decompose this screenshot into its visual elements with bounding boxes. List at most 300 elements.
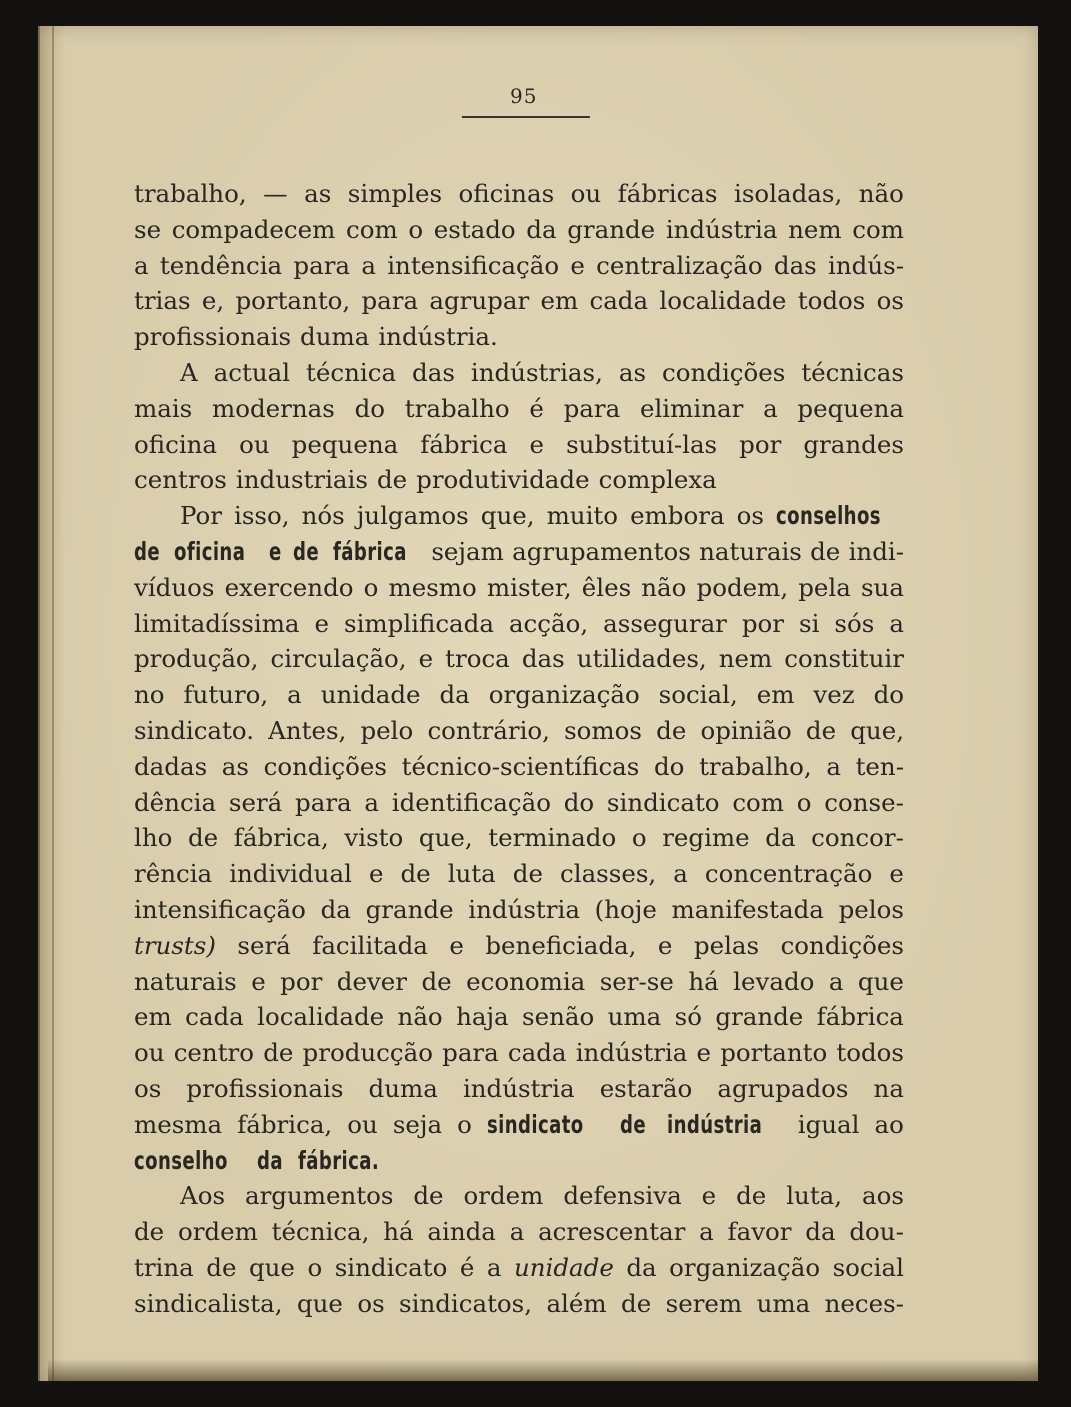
word: utilidades, xyxy=(576,644,707,674)
word: de xyxy=(512,859,543,889)
word: sua xyxy=(860,572,904,602)
word: o xyxy=(796,787,812,817)
word: cada xyxy=(589,286,649,316)
word: uma xyxy=(607,1002,662,1032)
word: de xyxy=(805,715,837,745)
word: opinião xyxy=(700,715,792,745)
word: a xyxy=(828,966,844,996)
word: centro xyxy=(173,1038,255,1068)
word: pequena xyxy=(797,393,904,423)
word: com xyxy=(345,214,398,244)
text-line xyxy=(134,212,904,248)
word: por xyxy=(280,966,323,996)
word: e xyxy=(529,429,545,459)
word: de xyxy=(134,536,161,566)
word: das xyxy=(521,644,565,674)
word: mesmo xyxy=(388,572,477,602)
word: profissionais xyxy=(186,1073,344,1103)
word: contrário, xyxy=(427,715,550,745)
word: compadecem xyxy=(171,214,336,244)
word: da xyxy=(320,894,351,924)
word: economia xyxy=(466,966,586,996)
word: se xyxy=(134,214,162,244)
word: unidade xyxy=(320,680,421,710)
word: e xyxy=(368,859,384,889)
word: de xyxy=(413,1181,444,1211)
word: regime xyxy=(662,823,750,853)
word: condições xyxy=(662,357,786,387)
text-line xyxy=(134,570,904,606)
word: de xyxy=(400,859,431,889)
word: que xyxy=(296,1288,343,1318)
word: sindicato xyxy=(334,1252,448,1282)
word: — xyxy=(263,179,288,208)
word: centros xyxy=(134,465,227,495)
word: neces- xyxy=(824,1288,904,1318)
word: social xyxy=(832,1252,904,1282)
word: de xyxy=(736,1181,767,1211)
word: dadas xyxy=(134,751,208,781)
word: haja xyxy=(456,1002,509,1032)
word: luta xyxy=(447,859,496,889)
word: de xyxy=(656,715,687,745)
word: da xyxy=(439,680,470,710)
word: fábrica xyxy=(332,536,407,566)
word: de xyxy=(621,1288,652,1318)
word: o xyxy=(363,572,379,602)
word: as xyxy=(304,179,332,208)
word: mesma xyxy=(134,1109,223,1139)
text-line xyxy=(134,1286,904,1322)
word: unidade xyxy=(513,1252,614,1282)
word: substituí-las xyxy=(566,429,718,459)
word: individual xyxy=(229,859,352,889)
word: da xyxy=(626,1252,657,1282)
word: em xyxy=(134,1002,172,1032)
text-line xyxy=(134,999,904,1035)
word: organização xyxy=(669,1252,821,1282)
word: sindicatos, xyxy=(399,1288,533,1318)
word: eliminar xyxy=(639,393,744,423)
text-line xyxy=(134,1178,904,1214)
word: da xyxy=(765,823,796,853)
word: o xyxy=(307,1252,323,1282)
word: facilitada xyxy=(312,930,428,960)
word: não xyxy=(858,179,904,208)
word: a xyxy=(364,787,379,817)
word: localidade xyxy=(659,286,787,316)
word: indústria xyxy=(665,214,778,244)
text-line xyxy=(134,820,904,856)
word: êles xyxy=(581,572,632,602)
word: de xyxy=(134,1217,165,1247)
word: em xyxy=(756,680,795,710)
word: sindicato xyxy=(606,787,720,817)
word: circulação, xyxy=(270,644,407,674)
word: na xyxy=(873,1073,904,1103)
word: o xyxy=(457,1109,472,1139)
word: trabalho xyxy=(404,393,510,423)
word: oficina xyxy=(174,536,246,566)
word: ser-se xyxy=(599,966,674,996)
word: da xyxy=(805,1217,836,1247)
word: e xyxy=(269,536,282,566)
word: podem, xyxy=(696,572,789,602)
word: tendência xyxy=(159,250,283,280)
text-line xyxy=(134,964,904,1000)
word: fábrica xyxy=(420,429,508,459)
word: para xyxy=(293,250,351,280)
word: não xyxy=(397,1002,443,1032)
word: nós xyxy=(301,501,345,531)
text-line xyxy=(134,785,904,821)
word: para xyxy=(442,1038,499,1068)
word: igual xyxy=(797,1109,860,1139)
word: que, xyxy=(480,501,535,531)
word: A xyxy=(180,357,198,387)
word: que xyxy=(857,966,904,996)
word: levado xyxy=(733,966,815,996)
text-line xyxy=(134,928,904,964)
word: os xyxy=(134,1073,162,1103)
word: defensiva xyxy=(563,1181,682,1211)
word: os xyxy=(357,1288,385,1318)
text-line xyxy=(134,749,904,785)
word: sejam xyxy=(431,536,504,566)
word: e xyxy=(889,859,904,889)
word: grandes xyxy=(803,429,904,459)
word: somos xyxy=(564,715,642,745)
word: trina xyxy=(134,1252,194,1282)
word: ao xyxy=(874,1109,904,1139)
word: todos xyxy=(797,286,866,316)
word: ainda xyxy=(427,1217,496,1247)
word: a xyxy=(486,1252,502,1282)
text-line xyxy=(134,677,904,713)
word: oficina xyxy=(134,429,218,459)
word: e xyxy=(696,1038,712,1068)
word: ou xyxy=(239,429,270,459)
word: pelo xyxy=(360,715,414,745)
word: sós xyxy=(834,608,875,638)
word: para xyxy=(295,787,352,817)
word: fábrica xyxy=(816,1002,904,1032)
word: conselho xyxy=(134,1145,228,1175)
word: conse- xyxy=(824,787,904,817)
word: organização xyxy=(488,680,640,710)
word: as xyxy=(221,751,249,781)
word: a xyxy=(509,1217,525,1247)
word: a xyxy=(763,393,778,423)
word: cada xyxy=(185,1002,244,1032)
text-line xyxy=(134,427,904,463)
word: manifestada xyxy=(671,894,824,924)
text-line xyxy=(134,1035,904,1071)
word: além xyxy=(546,1288,607,1318)
word: do xyxy=(654,751,685,781)
word: terminado xyxy=(488,823,617,853)
word: dência xyxy=(134,787,217,817)
word: das xyxy=(773,250,817,280)
page-number: 95 xyxy=(510,84,538,108)
word: producção xyxy=(302,1038,433,1068)
word: fábrica, xyxy=(233,823,329,853)
word: indústrias, xyxy=(470,357,603,387)
text-line xyxy=(134,1071,904,1107)
word: naturais xyxy=(134,966,237,996)
word: pela xyxy=(798,572,851,602)
word: a xyxy=(699,1217,714,1247)
book-page xyxy=(38,26,1038,1381)
word: ou xyxy=(570,179,602,208)
word: portanto, xyxy=(235,286,351,316)
word: intensificação xyxy=(387,250,560,280)
word: com xyxy=(852,214,904,244)
text-line xyxy=(134,856,904,892)
word: e xyxy=(570,250,585,280)
text-line xyxy=(134,462,904,498)
word: seja xyxy=(392,1109,443,1139)
word: simplificada xyxy=(344,608,494,638)
word: fábrica, xyxy=(237,1109,333,1139)
word: de xyxy=(619,1109,646,1139)
word: produtividade xyxy=(416,465,590,495)
word: trabalho, xyxy=(699,751,812,781)
text-line xyxy=(134,248,904,284)
text-line xyxy=(134,606,904,642)
word: por xyxy=(741,608,785,638)
header-rule xyxy=(462,116,590,118)
word: rência xyxy=(134,859,213,889)
word: e xyxy=(418,644,434,674)
word: duma xyxy=(300,322,370,352)
word: intensificação xyxy=(134,894,306,924)
word: duma xyxy=(368,1073,438,1103)
word: será xyxy=(228,787,283,817)
word: para xyxy=(563,393,621,423)
word: o xyxy=(408,214,424,244)
word: argumentos xyxy=(244,1181,394,1211)
word: limitadíssima xyxy=(134,608,300,638)
word: trusts) xyxy=(134,930,216,960)
word: técnica, xyxy=(271,1217,370,1247)
word: do xyxy=(354,393,386,423)
word: e xyxy=(251,966,266,996)
word: do xyxy=(563,787,595,817)
word: ordem xyxy=(463,1181,544,1211)
word: nem xyxy=(788,214,842,244)
word: constituir xyxy=(784,644,904,674)
text-line xyxy=(134,892,904,928)
word: industriais xyxy=(235,465,368,495)
word: nem xyxy=(718,644,773,674)
text-line xyxy=(134,498,904,534)
word: social, xyxy=(658,680,738,710)
word: indústria xyxy=(666,1109,762,1139)
word: uma xyxy=(756,1288,811,1318)
word: indi- xyxy=(848,536,904,566)
word: só xyxy=(674,1002,702,1032)
text-line xyxy=(134,641,904,677)
word: concor- xyxy=(811,823,904,853)
word: há xyxy=(383,1217,414,1247)
word: por xyxy=(739,429,782,459)
word: será xyxy=(237,930,291,960)
text-line xyxy=(134,1107,904,1143)
word: luta, xyxy=(786,1181,843,1211)
word: com xyxy=(732,787,785,817)
word: conselhos xyxy=(775,501,881,531)
word: da xyxy=(526,214,557,244)
word: portanto xyxy=(720,1038,828,1068)
word: é xyxy=(529,393,544,423)
word: e xyxy=(449,930,464,960)
word: víduos xyxy=(134,572,215,602)
word: troca xyxy=(445,644,510,674)
word: actual xyxy=(213,357,291,387)
word: naturais xyxy=(699,536,802,566)
text-line xyxy=(134,319,904,355)
word: agrupar xyxy=(429,286,530,316)
word: indústria xyxy=(462,1073,575,1103)
text-line xyxy=(134,1143,904,1179)
word: condições xyxy=(263,751,387,781)
word: acção, xyxy=(508,608,589,638)
word: técnicas xyxy=(801,357,904,387)
word: pelos xyxy=(838,894,904,924)
word: e, xyxy=(201,286,225,316)
word: do xyxy=(873,680,904,710)
word: indústria xyxy=(468,894,580,924)
word: há xyxy=(688,966,719,996)
word: visto xyxy=(344,823,404,853)
word: de xyxy=(421,966,452,996)
word: sindicato xyxy=(486,1109,584,1139)
word: e xyxy=(657,930,673,960)
word: trias xyxy=(134,286,191,316)
word: favor xyxy=(727,1217,792,1247)
word: produção, xyxy=(134,644,259,674)
text-line xyxy=(134,713,904,749)
word: ten- xyxy=(855,751,904,781)
text-line xyxy=(134,391,904,427)
word: oficinas xyxy=(458,179,555,208)
word: as xyxy=(618,357,647,387)
word: mister, xyxy=(486,572,572,602)
word: de xyxy=(206,1252,237,1282)
word: identificação xyxy=(391,787,551,817)
word: a xyxy=(673,859,688,889)
word: das xyxy=(412,357,455,387)
word: a xyxy=(826,751,841,781)
word: muito xyxy=(546,501,619,531)
word: concentração xyxy=(704,859,873,889)
word: de xyxy=(292,536,319,566)
page-edge-stain xyxy=(48,1359,1038,1381)
text-line xyxy=(134,176,904,212)
word: lho xyxy=(134,823,173,853)
word: os xyxy=(876,286,904,316)
word: beneficiada, xyxy=(485,930,637,960)
word: a xyxy=(134,250,149,280)
word: julgamos xyxy=(356,501,469,531)
word: si xyxy=(799,608,820,638)
word: isoladas, xyxy=(733,179,843,208)
word: (hoje xyxy=(594,894,657,924)
word: técnica xyxy=(306,357,397,387)
text-line xyxy=(134,1250,904,1286)
word: profissionais xyxy=(134,322,292,352)
word: no xyxy=(134,680,165,710)
word: e xyxy=(701,1181,717,1211)
word: os xyxy=(736,501,764,531)
text-line xyxy=(134,1214,904,1250)
word: classes, xyxy=(560,859,657,889)
word: Aos xyxy=(180,1181,226,1211)
word: é xyxy=(459,1252,475,1282)
word: grande xyxy=(715,1002,804,1032)
word: estado xyxy=(433,214,516,244)
word: técnico-scientíficas xyxy=(401,751,640,781)
word: aos xyxy=(862,1181,904,1211)
word: ou xyxy=(347,1109,378,1139)
word: futuro, xyxy=(183,680,269,710)
word: em xyxy=(540,286,579,316)
word: isso, xyxy=(234,501,290,531)
word: senão xyxy=(522,1002,595,1032)
word: de xyxy=(263,1038,294,1068)
word: de xyxy=(187,823,219,853)
word: trabalho, xyxy=(134,179,247,208)
word: dou- xyxy=(849,1217,904,1247)
word: não xyxy=(641,572,687,602)
word: ou xyxy=(134,1038,165,1068)
word: sindicato. xyxy=(134,715,254,745)
text-line xyxy=(134,355,904,391)
word: modernas xyxy=(212,393,335,423)
word: indús- xyxy=(828,250,904,280)
word: localidade xyxy=(257,1002,385,1032)
text-line xyxy=(134,534,904,570)
word: agrupados xyxy=(717,1073,849,1103)
word: ordem xyxy=(177,1217,258,1247)
word: fábricas xyxy=(617,179,718,208)
word: que, xyxy=(418,823,473,853)
word: simples xyxy=(347,179,443,208)
word: de xyxy=(810,536,841,566)
word: serem xyxy=(665,1288,743,1318)
word: indústria. xyxy=(378,322,498,352)
word: que xyxy=(248,1252,295,1282)
word: centralização xyxy=(596,250,763,280)
word: a xyxy=(287,680,302,710)
word: dever xyxy=(336,966,407,996)
word: da xyxy=(257,1145,284,1175)
word: fábrica. xyxy=(298,1145,380,1175)
word: o xyxy=(631,823,647,853)
gutter-shadow xyxy=(52,26,54,1381)
word: pequena xyxy=(291,429,399,459)
word: e xyxy=(314,608,330,638)
word: para xyxy=(361,286,419,316)
word: complexa xyxy=(598,465,717,495)
word: de xyxy=(376,465,408,495)
word: acrescentar xyxy=(538,1217,686,1247)
word: cada xyxy=(507,1038,567,1068)
word: vez xyxy=(813,680,855,710)
word: Por xyxy=(180,501,222,531)
word: estarão xyxy=(599,1073,693,1103)
